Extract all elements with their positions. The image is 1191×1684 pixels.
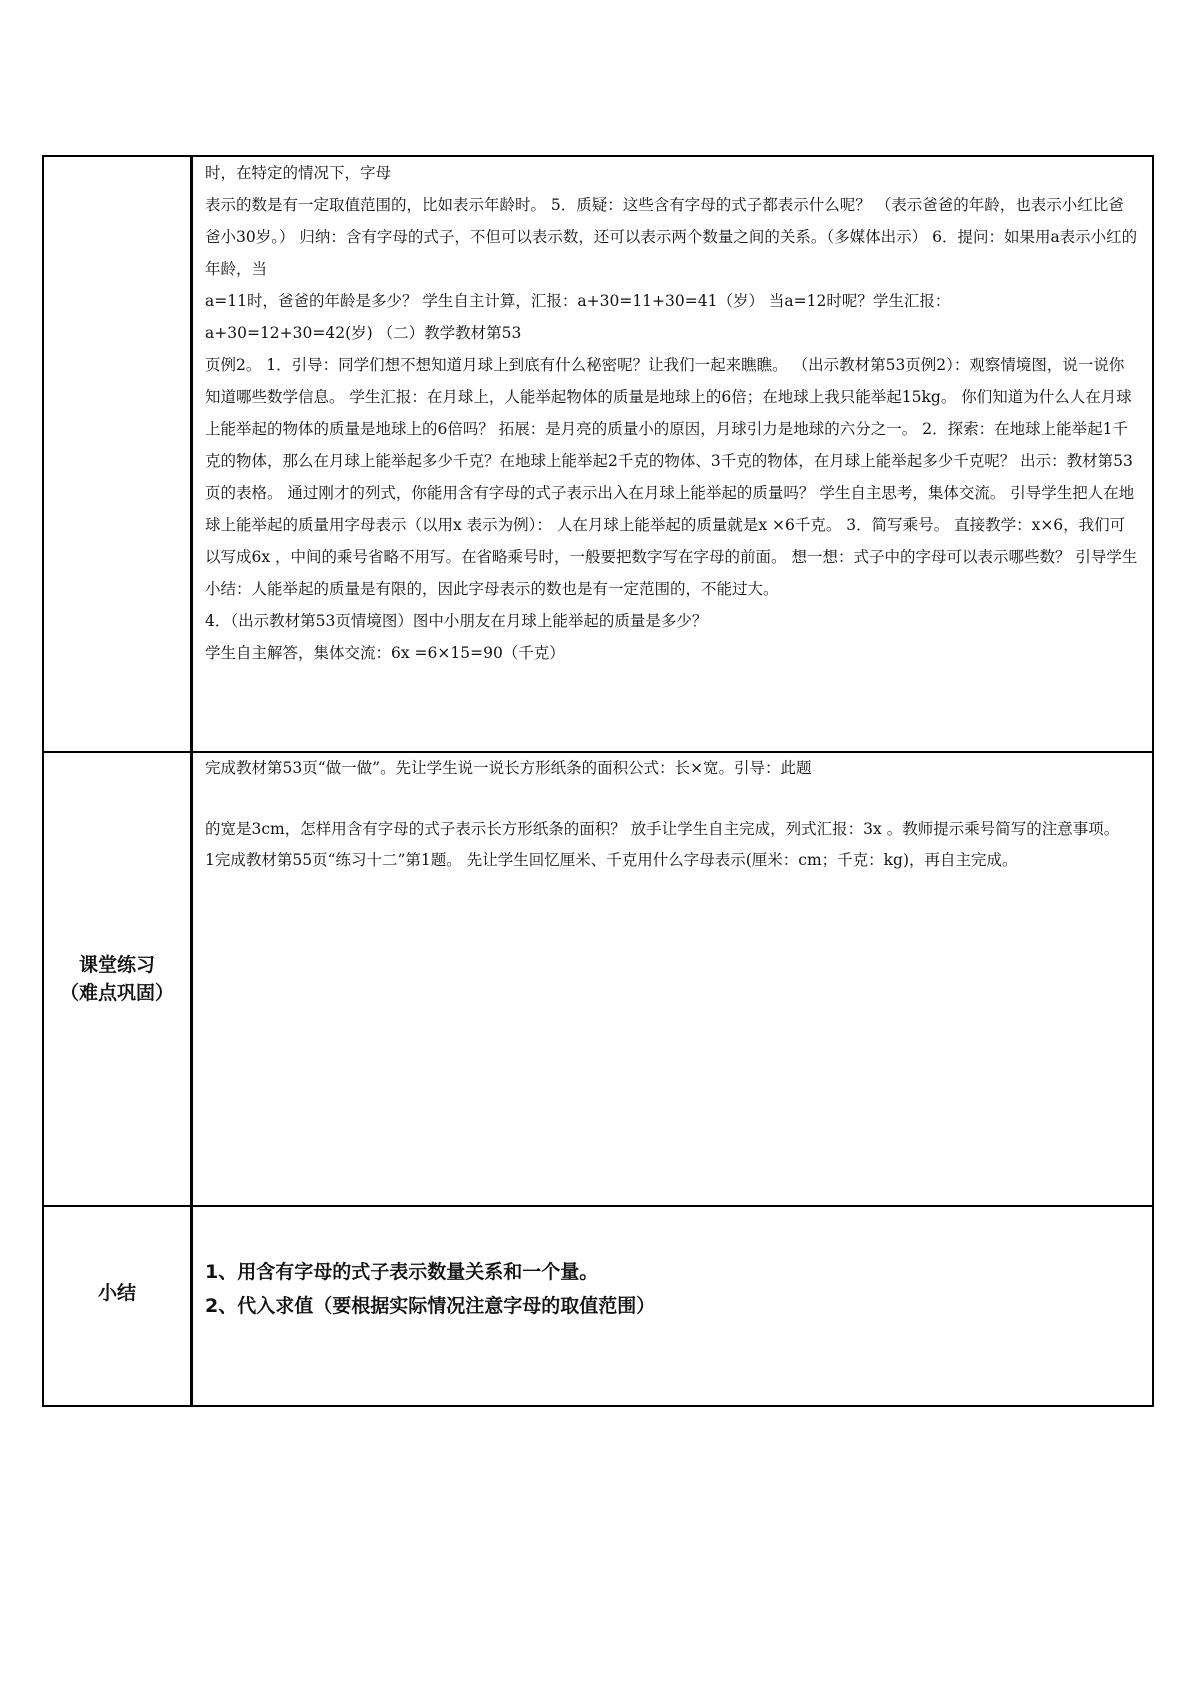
row-label: 课堂练习 [78,954,155,976]
row-label-cell [43,156,192,752]
summary-item: 2、代入求值（要根据实际情况注意字母的取值范围） [205,1295,656,1317]
table-row [43,752,1153,1206]
paragraph: 页例2。 1．引导：同学们想不想知道月球上到底有什么秘密呢？让我们一起来瞧瞧。 （出示教材第53页例2）：观察情境图，说一说你知道哪些数学信息。 学生汇报：在月球上，人能举起物体的质量是地球上的6倍；在地球上我只能举起15kg。 你们知道为什么人在月球上能举起的物体的质量是地球上的6倍吗？ 拓展：是月亮的质量小的原因，月球引力是地球的六分之一。 2．探索：在地球上能举起1千克的物体，那么在月球上能举起多少千克？在地球上能举起2千克的物体、3千克的物体，在月球上能举起多少千克呢？ 出示：教材第53页的表格。 通过刚才的列式，你能用含有字母的式子表示出入在月球上能举起的质量吗？ 学生自主思考，集体交流。 引导学生把人在地球上能举起的质量用字母表示（以用x 表示为例）： 人在月球上能举起的质量就是x ×6千克。 3．简写乘号。 直接教学：x×6，我们可以写成6x ，中间的乘号省略不用写。在省略乘号时，一般要把数字写在字母的前面。 想一想：式子中的字母可以表示哪些数？ 引导学生小结：人能举起的质量是有限的，因此字母表示的数也是有一定范围的，不能过大。 [205,356,1138,598]
row-label: 小结 [97,1282,136,1304]
row-sublabel: （难点巩固） [59,982,174,1004]
table-row [43,1206,1153,1406]
paragraph: 4．（出示教材第53页情境图）图中小朋友在月球上能举起的质量是多少？ [205,612,708,630]
table-row [43,156,1153,752]
row-label-cell [43,1206,192,1406]
paragraph: 时，在特定的情况下，字母 [205,164,392,182]
paragraph: 的宽是3cm，怎样用含有字母的式子表示长方形纸条的面积？ 放手让学生自主完成，列式汇报：3x 。教师提示乘号简写的注意事项。 [205,820,1120,838]
lesson-plan-table [42,155,1154,1407]
summary-item: 1、用含有字母的式子表示数量关系和一个量。 [205,1261,599,1283]
paragraph: 学生自主解答，集体交流：6x =6×15=90（千克） [205,644,565,662]
row-label-cell [43,752,192,1206]
teaching-process-content [192,156,1154,752]
summary-content [192,1206,1154,1406]
paragraph-gap [193,784,1152,814]
paragraph: a+30=12+30=42(岁) （二）教学教材第53 [205,324,522,342]
paragraph: 表示的数是有一定取值范围的，比如表示年龄时。 5．质疑：这些含有字母的式子都表示什么呢？ （表示爸爸的年龄，也表示小红比爸爸小30岁。） 归纳：含有字母的式子，不但可以表示数，还可以表示两个数量之间的关系。（多媒体出示） 6．提问：如果用a表示小红的年龄，当 [205,196,1138,278]
paragraph: 完成教材第53页“做一做”。先让学生说一说长方形纸条的面积公式：长×宽。引导：此题 [205,759,812,777]
paragraph: a=11时，爸爸的年龄是多少？ 学生自主计算，汇报：a+30=11+30=41（岁） 当a=12时呢？学生汇报： [205,292,951,310]
paragraph: 1完成教材第55页“练习十二”第1题。 先让学生回忆厘米、千克用什么字母表示(厘米：cm；千克：kg)，再自主完成。 [205,851,1018,869]
classroom-practice-content [192,752,1154,1206]
